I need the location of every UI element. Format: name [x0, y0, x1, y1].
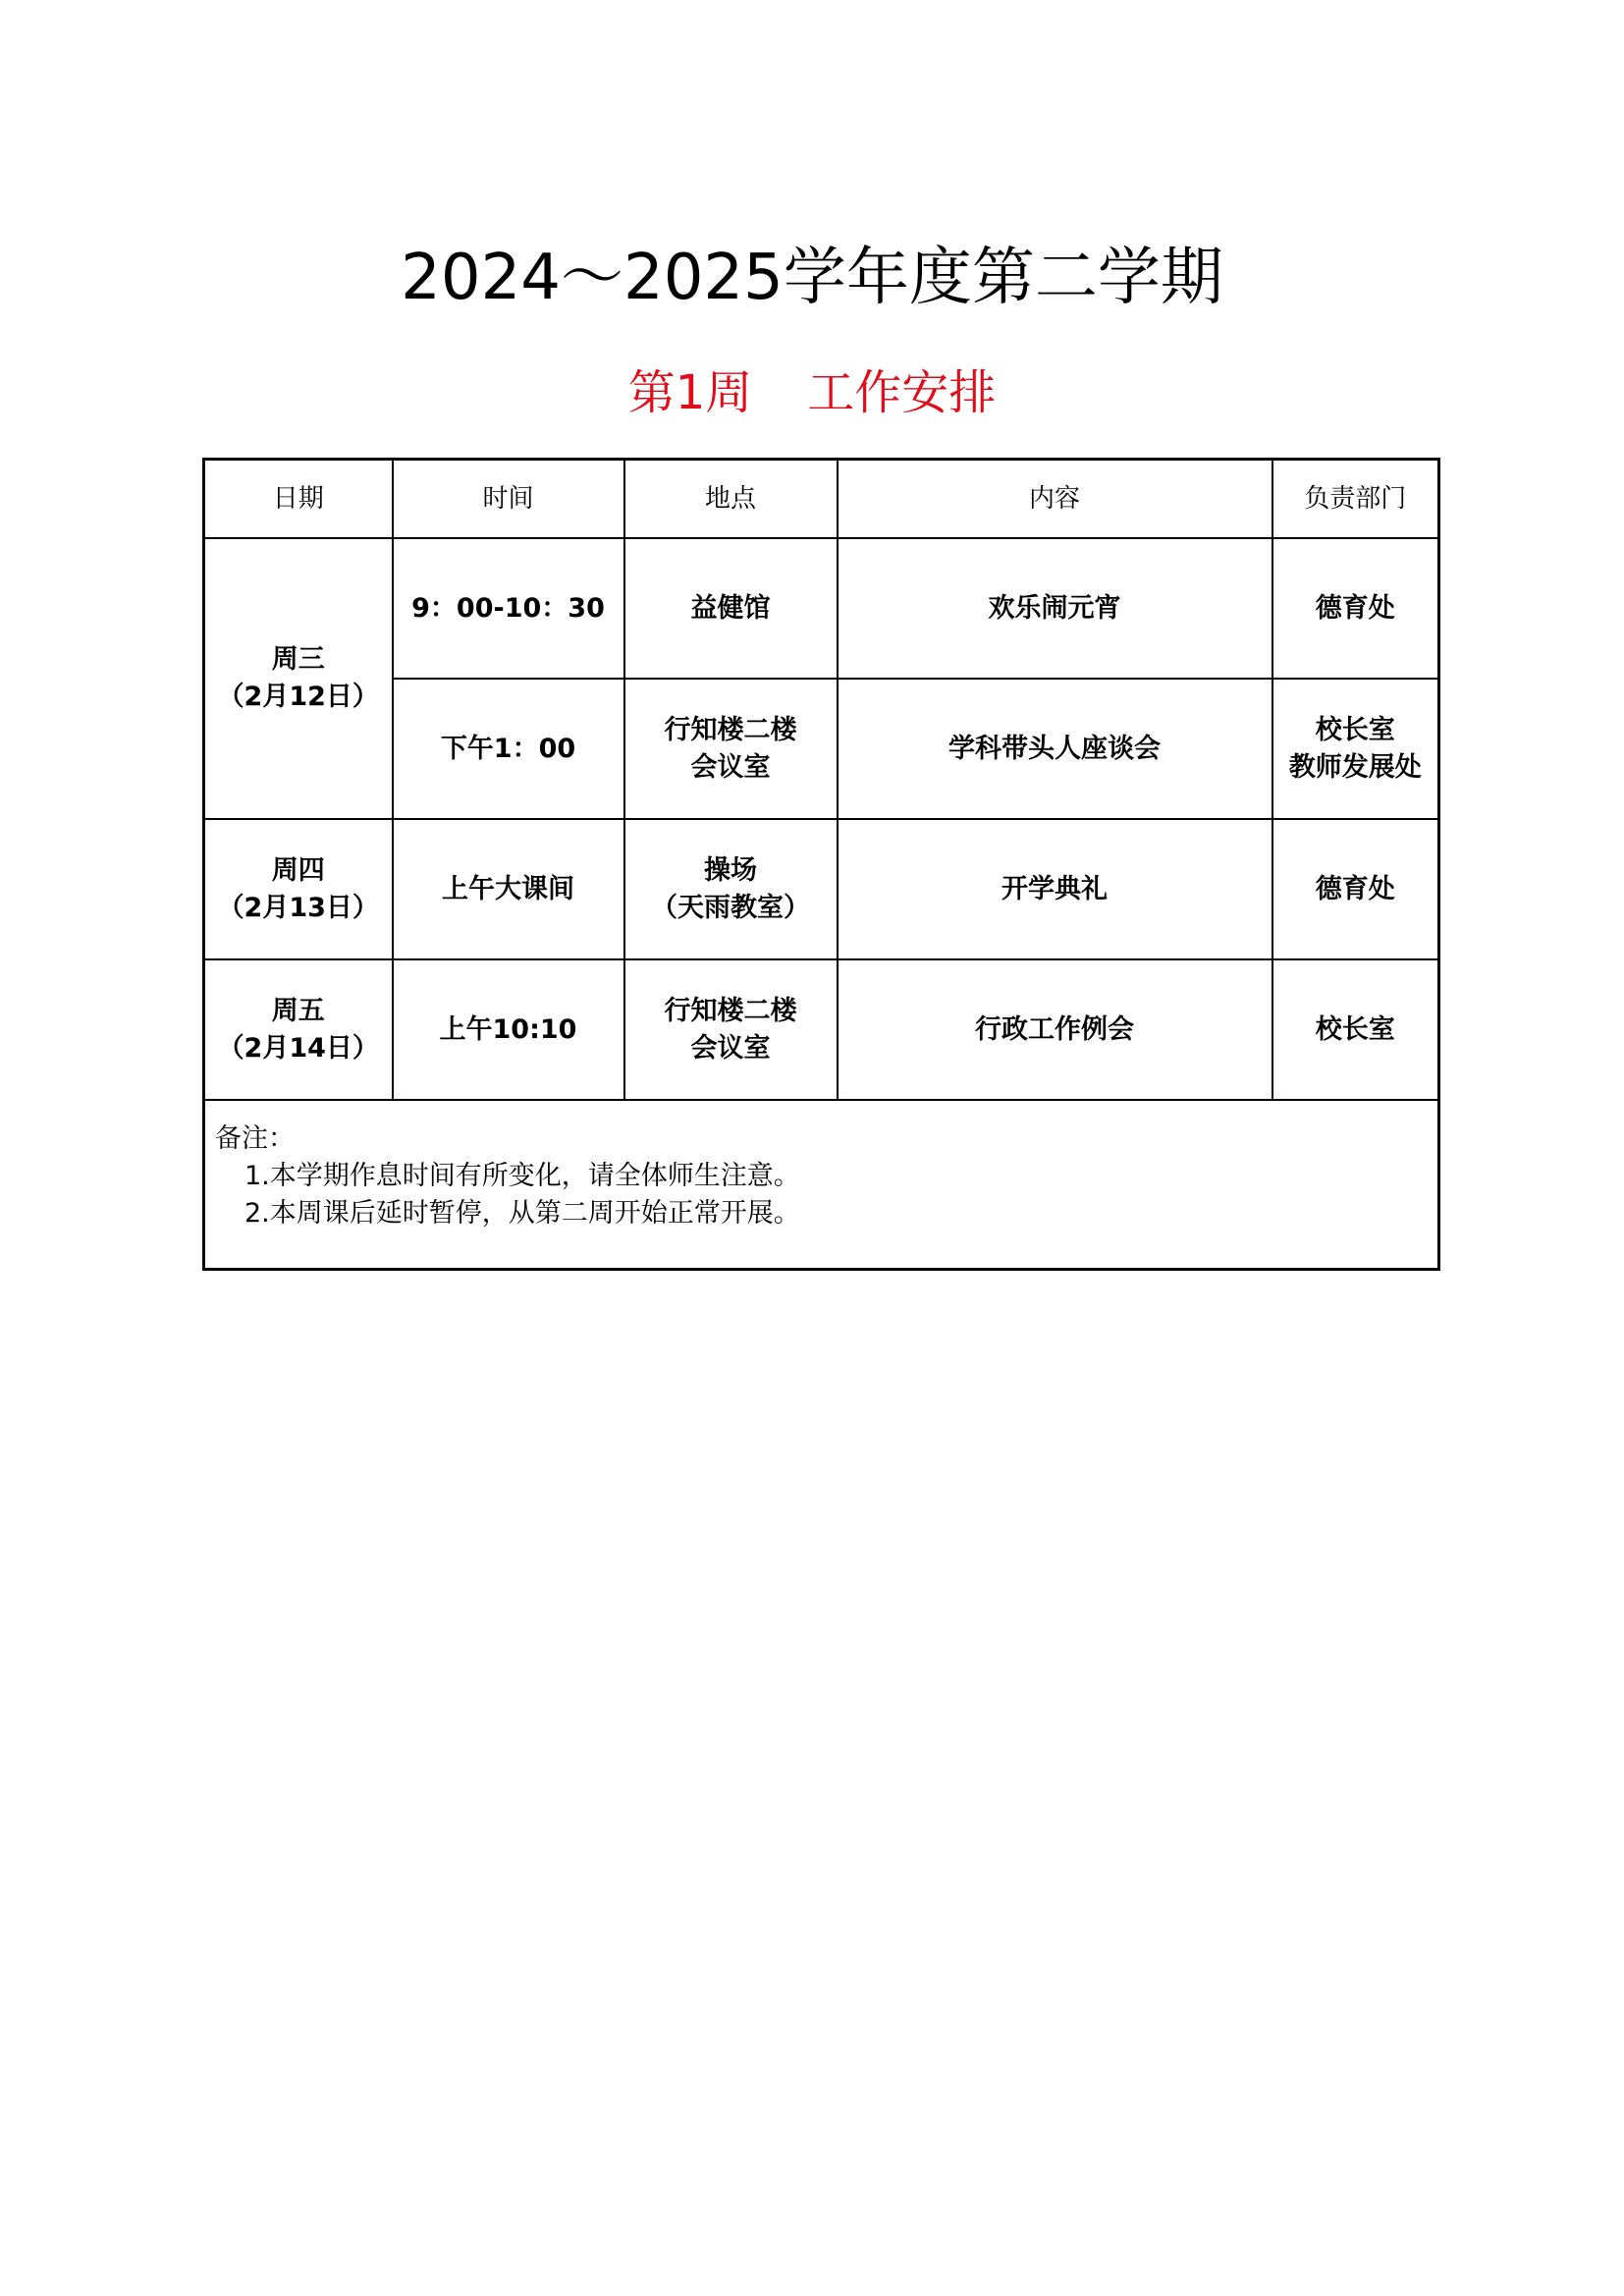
- place-cell: [624, 679, 838, 819]
- schedule-table: [202, 458, 1440, 1271]
- date-cell: [204, 819, 393, 959]
- date-cell: [204, 959, 393, 1100]
- note-item: 1.本学期作息时间有所变化，请全体师生注意。: [244, 1161, 800, 1191]
- subtitle-label: 工作安排: [807, 365, 997, 420]
- date-label: （2月12日）: [217, 682, 379, 712]
- content-cell: 行政工作例会: [838, 959, 1272, 1100]
- time-cell: 下午1：00: [393, 679, 624, 819]
- dept-cell: [1272, 679, 1439, 819]
- time-cell: 上午10:10: [393, 959, 624, 1100]
- week-label: 第1周: [627, 365, 753, 420]
- day-label: 周四: [271, 854, 325, 886]
- place-line: 会议室: [690, 751, 771, 783]
- column-header-date: 日期: [204, 460, 393, 539]
- dept-line: 德育处: [1315, 592, 1395, 624]
- content-cell: 欢乐闹元宵: [838, 538, 1272, 679]
- date-cell: [204, 538, 393, 819]
- notes-cell: [204, 1100, 1439, 1270]
- place-line: 行知楼二楼: [664, 714, 797, 745]
- time-cell: 上午大课间: [393, 819, 624, 959]
- dept-line: 德育处: [1315, 873, 1395, 904]
- date-label: （2月13日）: [217, 892, 379, 923]
- dept-line: 校长室: [1315, 1013, 1395, 1045]
- place-cell: [624, 538, 838, 679]
- column-header-dept: 负责部门: [1272, 460, 1439, 539]
- dept-cell: [1272, 538, 1439, 679]
- page-title: 2024～2025学年度第二学期: [401, 242, 1223, 314]
- day-label: 周三: [271, 644, 325, 675]
- note-item: 2.本周课后延时暂停，从第二周开始正常开展。: [244, 1198, 800, 1229]
- notes-label: 备注：: [215, 1123, 295, 1154]
- date-label: （2月14日）: [217, 1032, 379, 1064]
- dept-line: 教师发展处: [1288, 751, 1422, 783]
- content-cell: 学科带头人座谈会: [838, 679, 1272, 819]
- table-row: [204, 819, 1439, 959]
- table-row: [204, 538, 1439, 679]
- place-cell: [624, 959, 838, 1100]
- day-label: 周五: [271, 995, 325, 1026]
- notes-row: [204, 1100, 1439, 1270]
- column-header-content: 内容: [838, 460, 1272, 539]
- column-header-time: 时间: [393, 460, 624, 539]
- content-cell: 开学典礼: [838, 819, 1272, 959]
- dept-cell: [1272, 959, 1439, 1100]
- place-line: 操场: [704, 854, 757, 886]
- time-cell: 9：00-10：30: [393, 538, 624, 679]
- place-line: 行知楼二楼: [664, 995, 797, 1026]
- dept-cell: [1272, 819, 1439, 959]
- place-line: 会议室: [690, 1032, 771, 1064]
- column-header-place: 地点: [624, 460, 838, 539]
- page-subtitle: [0, 358, 1624, 427]
- table-header-row: [204, 460, 1439, 539]
- place-line: （天雨教室）: [651, 892, 810, 923]
- dept-line: 校长室: [1315, 714, 1395, 745]
- table-row: [204, 959, 1439, 1100]
- place-cell: [624, 819, 838, 959]
- place-line: 益健馆: [690, 592, 771, 624]
